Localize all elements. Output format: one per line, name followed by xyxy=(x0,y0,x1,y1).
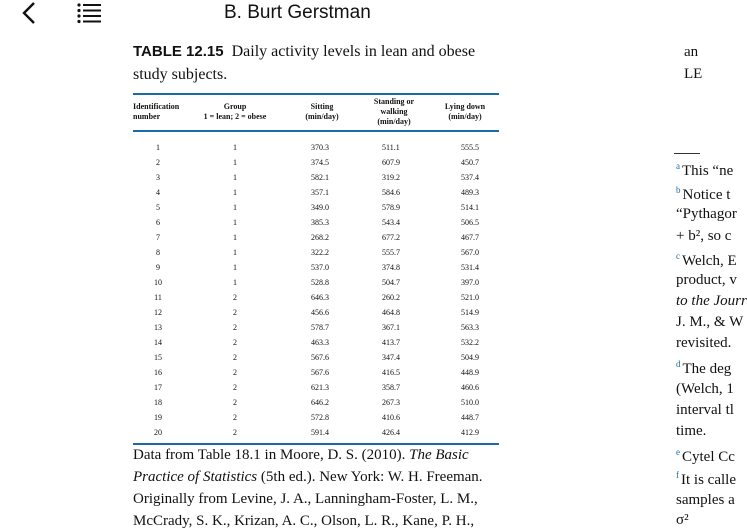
table-caption-text: Daily activity levels in lean and obese study subjects. xyxy=(133,43,476,83)
source-book-title: The Basic xyxy=(409,447,469,463)
cell-sitting: 528.8 xyxy=(311,278,329,287)
cell-group: 2 xyxy=(233,293,237,302)
footnote-d-cont-3: time. xyxy=(676,423,707,439)
footnote-b-cont-1: “Pythagor xyxy=(676,206,737,222)
table-row xyxy=(133,350,499,365)
cell-standing: 607.9 xyxy=(382,158,400,167)
cell-sitting: 357.1 xyxy=(311,188,329,197)
footnote-c-cont-1: product, v xyxy=(676,272,737,288)
cell-lying: 412.9 xyxy=(431,425,499,444)
cell-group: 1 xyxy=(233,263,237,272)
cell-lying: 448.9 xyxy=(461,368,479,377)
cell-id: 6 xyxy=(156,218,160,227)
cell-standing: 358.7 xyxy=(382,383,400,392)
cell-group: 1 xyxy=(233,158,237,167)
header-standing: Standing or walking (min/day) xyxy=(357,94,431,131)
right-top-text-1: an xyxy=(684,44,699,60)
header-lying: Lying down (min/day) xyxy=(431,94,499,131)
cell-lying: 489.3 xyxy=(461,188,479,197)
table-row xyxy=(133,380,499,395)
source-book-title-2: Practice of Statistics xyxy=(133,469,258,485)
cell-lying: 450.7 xyxy=(461,158,479,167)
footnote-f: $^f$ It is calle xyxy=(676,470,736,488)
footnote-d-cont-1: (Welch, 1 xyxy=(676,381,734,397)
cell-sitting: 385.3 xyxy=(311,218,329,227)
footnote-e: $^e$ Cytel Cc xyxy=(676,447,735,465)
cell-sitting: 572.8 xyxy=(311,413,329,422)
cell-lying: 397.0 xyxy=(461,278,479,287)
cell-id: 7 xyxy=(156,233,160,242)
cell-lying: 506.5 xyxy=(461,218,479,227)
cell-lying: 555.5 xyxy=(461,143,479,152)
cell-lying: 537.4 xyxy=(461,173,479,182)
cell-id: 13 xyxy=(154,323,162,332)
cell-standing: 464.8 xyxy=(382,308,400,317)
cell-sitting: 582.1 xyxy=(311,173,329,182)
cell-sitting: 537.0 xyxy=(311,263,329,272)
table-row xyxy=(133,230,499,245)
cell-id: 2 xyxy=(156,158,160,167)
cell-standing: 578.9 xyxy=(382,203,400,212)
cell-standing: 677.2 xyxy=(382,233,400,242)
cell-id: 15 xyxy=(154,353,162,362)
cell-standing: 367.1 xyxy=(382,323,400,332)
cell-group: 2 xyxy=(233,368,237,377)
cell-group: 1 xyxy=(233,218,237,227)
cell-group: 2 xyxy=(233,413,237,422)
cell-standing: 511.1 xyxy=(382,143,400,152)
source-line-4: McCrady, S. K., Krizan, A. C., Olson, L. R., Kane, P. H., xyxy=(133,513,475,529)
table-row xyxy=(133,335,499,350)
footnote-b: $^b$ Notice t xyxy=(676,185,731,203)
cell-standing: 374.8 xyxy=(382,263,400,272)
table-row xyxy=(133,320,499,335)
cell-lying: 532.2 xyxy=(461,338,479,347)
table-row xyxy=(133,170,499,185)
cell-id: 9 xyxy=(156,263,160,272)
cell-sitting: 322.2 xyxy=(311,248,329,257)
cell-standing: 584.6 xyxy=(382,188,400,197)
footnote-f-cont-2: σ² xyxy=(676,512,689,528)
cell-id: 10 xyxy=(154,278,162,287)
cell-sitting: 349.0 xyxy=(311,203,329,212)
cell-standing: 413.7 xyxy=(382,338,400,347)
cell-group: 1 xyxy=(233,203,237,212)
header-id: Identification number xyxy=(133,94,183,131)
cell-group: 2 xyxy=(183,425,287,444)
reader-toolbar xyxy=(0,0,700,28)
right-top-text-2: LE xyxy=(684,66,703,82)
cell-group: 2 xyxy=(233,338,237,347)
cell-group: 1 xyxy=(233,233,237,242)
source-line-2: (5th ed.). New York: W. H. Freeman. xyxy=(260,469,483,485)
cell-id: 11 xyxy=(154,293,162,302)
table-row xyxy=(133,395,499,410)
cell-standing: 260.2 xyxy=(382,293,400,302)
cell-sitting: 370.3 xyxy=(311,143,329,152)
table-label: TABLE 12.15 xyxy=(133,43,224,60)
table-row xyxy=(133,410,499,425)
table-row xyxy=(133,365,499,380)
table-header-row xyxy=(133,94,499,131)
list-menu-icon[interactable] xyxy=(77,3,101,23)
footnote-c: $^c$ Welch, E xyxy=(676,251,737,269)
cell-sitting: 567.6 xyxy=(311,353,329,362)
cell-lying: 567.0 xyxy=(461,248,479,257)
cell-standing: 267.3 xyxy=(382,398,400,407)
table-row xyxy=(133,200,499,215)
table-row xyxy=(133,260,499,275)
chevron-left-icon[interactable] xyxy=(18,1,42,25)
table-source-note xyxy=(133,444,503,532)
footnote-divider xyxy=(674,153,700,154)
cell-standing: 426.4 xyxy=(357,425,431,444)
cell-id: 8 xyxy=(156,248,160,257)
cell-lying: 531.4 xyxy=(461,263,479,272)
table-row xyxy=(133,275,499,290)
data-table xyxy=(133,93,499,445)
source-line-3: Originally from Levine, J. A., Lanningham-Foster, L. M., xyxy=(133,491,478,507)
cell-id: 5 xyxy=(156,203,160,212)
cell-sitting: 456.6 xyxy=(311,308,329,317)
cell-sitting: 268.2 xyxy=(311,233,329,242)
cell-group: 1 xyxy=(233,188,237,197)
table-row xyxy=(133,305,499,320)
cell-id: 18 xyxy=(154,398,162,407)
cell-id: 1 xyxy=(156,143,160,152)
cell-standing: 319.2 xyxy=(382,173,400,182)
footnote-b-cont-2: + b², so c xyxy=(676,228,732,244)
footnote-f-cont-1: samples a xyxy=(676,492,735,508)
table-caption xyxy=(133,40,493,86)
footnote-c-cont-4: revisited. xyxy=(676,335,732,351)
footnote-c-cont-2: to the Jourr xyxy=(676,293,747,309)
cell-id: 3 xyxy=(156,173,160,182)
cell-group: 2 xyxy=(233,308,237,317)
cell-id: 20 xyxy=(133,425,183,444)
footnote-d: $^d$ The deg xyxy=(676,359,732,377)
header-group: Group 1 = lean; 2 = obese xyxy=(183,94,287,131)
cell-group: 2 xyxy=(233,398,237,407)
table-row xyxy=(133,215,499,230)
source-line-1: Data from Table 18.1 in Moore, D. S. (2010). xyxy=(133,447,406,463)
cell-sitting: 374.5 xyxy=(311,158,329,167)
cell-group: 1 xyxy=(233,248,237,257)
adjacent-page-column xyxy=(674,0,747,528)
cell-sitting: 646.2 xyxy=(311,398,329,407)
cell-id: 4 xyxy=(156,188,160,197)
cell-standing: 347.4 xyxy=(382,353,400,362)
cell-standing: 555.7 xyxy=(382,248,400,257)
table-row xyxy=(133,155,499,170)
cell-id: 17 xyxy=(154,383,162,392)
cell-group: 2 xyxy=(233,383,237,392)
table-row xyxy=(133,290,499,305)
table-row xyxy=(133,185,499,200)
cell-standing: 410.6 xyxy=(382,413,400,422)
cell-standing: 543.4 xyxy=(382,218,400,227)
cell-group: 2 xyxy=(233,323,237,332)
cell-lying: 514.1 xyxy=(461,203,479,212)
table-row xyxy=(133,245,499,260)
cell-sitting: 463.3 xyxy=(311,338,329,347)
cell-standing: 504.7 xyxy=(382,278,400,287)
table-row xyxy=(133,425,499,444)
table-row xyxy=(133,131,499,155)
cell-id: 19 xyxy=(154,413,162,422)
cell-standing: 416.5 xyxy=(382,368,400,377)
cell-group: 1 xyxy=(233,173,237,182)
cell-group: 2 xyxy=(233,353,237,362)
cell-lying: 448.7 xyxy=(461,413,479,422)
book-title: B. Burt Gerstman xyxy=(224,2,371,23)
footnote-d-cont-2: interval tl xyxy=(676,402,734,418)
cell-lying: 514.9 xyxy=(461,308,479,317)
table-body xyxy=(133,131,499,444)
cell-lying: 563.3 xyxy=(461,323,479,332)
footnote-c-cont-3: J. M., & W xyxy=(676,314,744,330)
cell-group: 1 xyxy=(233,143,237,152)
cell-id: 14 xyxy=(154,338,162,347)
cell-id: 16 xyxy=(154,368,162,377)
cell-sitting: 578.7 xyxy=(311,323,329,332)
cell-lying: 460.6 xyxy=(461,383,479,392)
cell-sitting: 621.3 xyxy=(311,383,329,392)
cell-lying: 510.0 xyxy=(461,398,479,407)
cell-lying: 521.0 xyxy=(461,293,479,302)
cell-sitting: 567.6 xyxy=(311,368,329,377)
activity-table xyxy=(133,93,499,445)
cell-sitting: 591.4 xyxy=(287,425,357,444)
cell-group: 1 xyxy=(233,278,237,287)
cell-lying: 467.7 xyxy=(461,233,479,242)
cell-sitting: 646.3 xyxy=(311,293,329,302)
footnote-a: $^a$ This “ne xyxy=(676,161,734,179)
cell-id: 12 xyxy=(154,308,162,317)
header-sitting: Sitting (min/day) xyxy=(287,94,357,131)
cell-lying: 504.9 xyxy=(461,353,479,362)
